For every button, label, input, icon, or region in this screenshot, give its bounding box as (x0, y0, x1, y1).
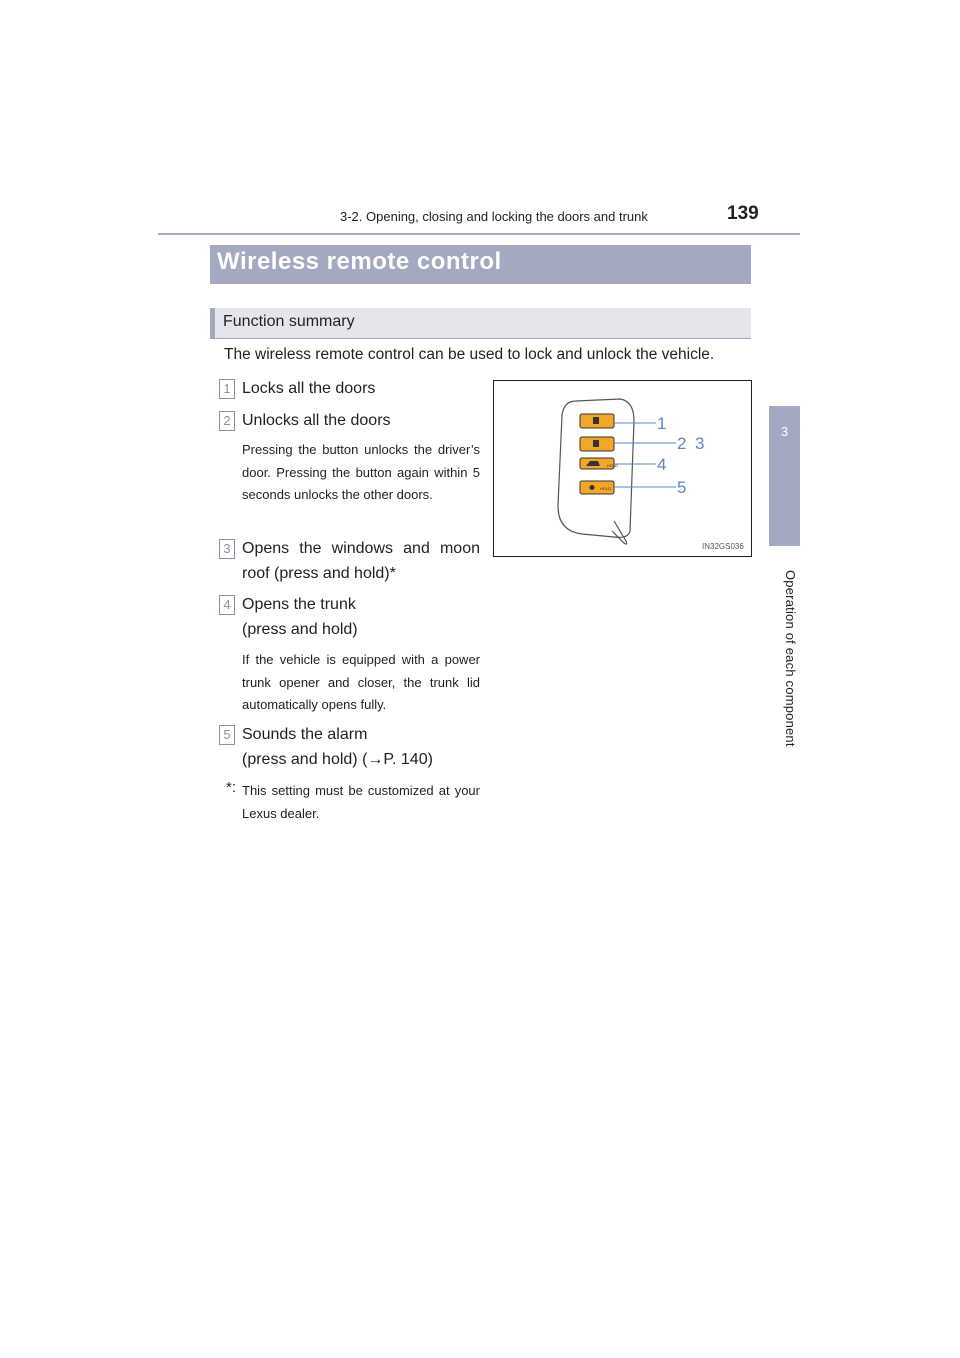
lock-glyph (593, 417, 599, 424)
header-rule (158, 233, 800, 235)
item-number-5: 5 (219, 725, 235, 745)
item-number-3: 3 (219, 539, 235, 559)
subheading-rule (210, 338, 751, 339)
unlock-glyph (593, 440, 599, 447)
item-5-line2: (press and hold) (→P. 140) (242, 751, 433, 768)
callout-5: 5 (677, 478, 687, 497)
figure-code: IN32GS036 (702, 542, 744, 551)
page-title: Wireless remote control (217, 248, 502, 275)
item-2-text: Unlocks all the doors (242, 412, 391, 429)
item-3-line2: roof (press and hold)* (242, 565, 396, 582)
footnote-text: This setting must be customized at your Lexus dealer. (242, 783, 480, 821)
chapter-number: 3 (780, 424, 789, 439)
running-header-section: 3-2. Opening, closing and locking the doors and trunk (340, 209, 648, 224)
remote-key-illustration (493, 380, 752, 557)
chapter-title: Operation of each component (783, 570, 798, 747)
alarm-hold-label: HOLD (600, 486, 612, 491)
item-2-detail: Pressing the button unlocks the driver’s door. Pressing the button again within 5 seconds unlocks the other doors. (242, 442, 480, 502)
item-number-2: 2 (219, 411, 235, 431)
callout-3: 3 (695, 434, 705, 453)
item-number-1: 1 (219, 379, 235, 399)
trunk-hold-label: HOLD (607, 463, 619, 468)
alarm-glyph (590, 485, 595, 490)
subheading-accent (210, 308, 215, 338)
item-1-text: Locks all the doors (242, 380, 376, 397)
footnote-marker: *: (226, 779, 237, 796)
item-4-detail: If the vehicle is equipped with a power trunk opener and closer, the trunk lid automatically opens fully. (242, 652, 480, 712)
subheading: Function summary (223, 313, 355, 330)
intro-text: The wireless remote control can be used to lock and unlock the vehicle. (224, 346, 715, 363)
callout-1: 1 (657, 414, 667, 433)
page-number: 139 (727, 203, 759, 224)
callout-4: 4 (657, 455, 667, 474)
item-4-line1: Opens the trunk (242, 596, 356, 613)
item-3-line1: Opens the windows and moon (242, 540, 480, 557)
item-5-line1: Sounds the alarm (242, 726, 368, 743)
item-number-4: 4 (219, 595, 235, 615)
item-4-line2: (press and hold) (242, 621, 358, 638)
callout-2: 2 (677, 434, 687, 453)
